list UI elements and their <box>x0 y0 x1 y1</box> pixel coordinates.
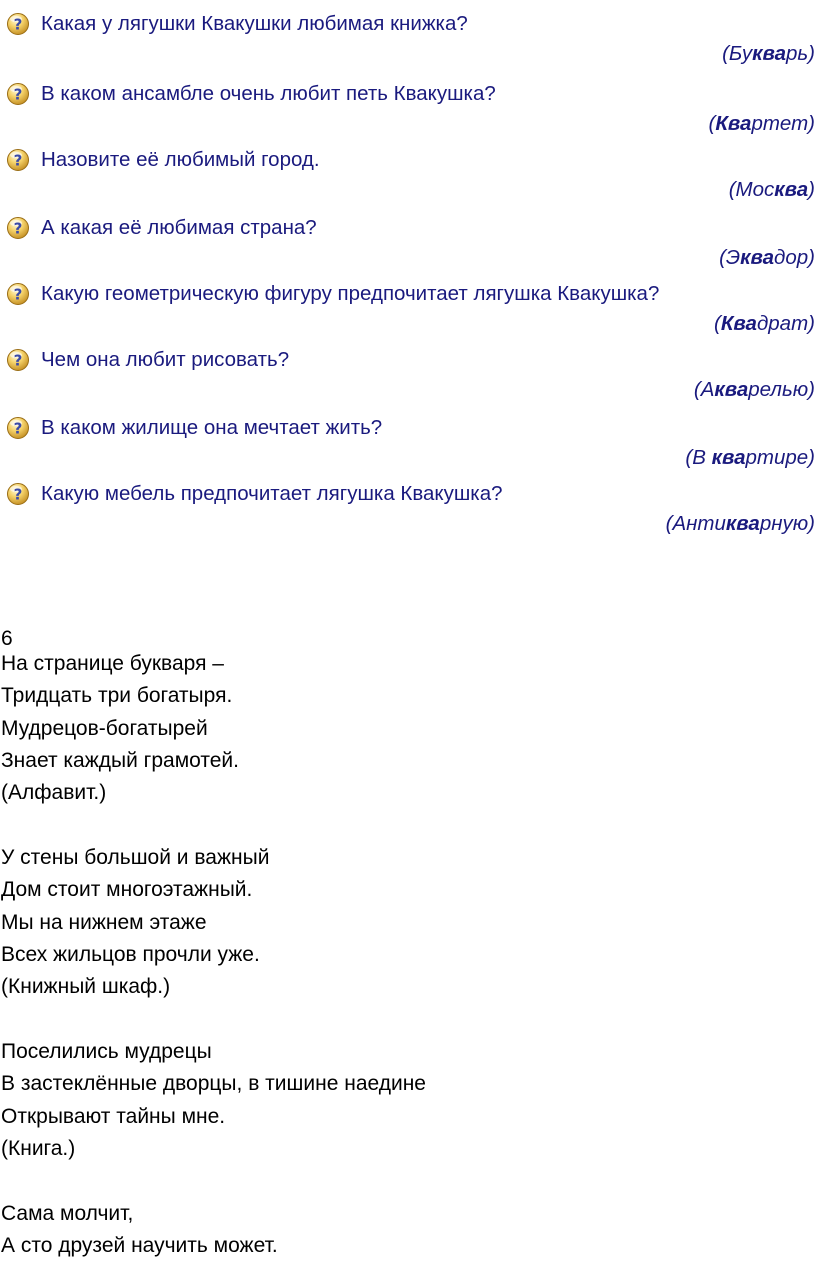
riddle-line: Всех жильцов прочли уже. <box>1 942 260 966</box>
svg-text:?: ? <box>13 85 23 104</box>
answer-text: (Антикварную) <box>665 512 815 535</box>
question-text: Какую мебель предпочитает лягушка Квакушка? <box>41 482 503 505</box>
riddle-answer: (Алфавит.) <box>1 781 107 805</box>
answer-text: (Квадрат) <box>714 312 815 335</box>
question-text: Какая у лягушки Квакушки любимая книжка? <box>41 12 468 35</box>
riddle-line: Знает каждый грамотей. <box>1 748 239 772</box>
riddle-answer: (Книжный шкаф.) <box>1 975 171 999</box>
help-question-icon <box>6 348 30 372</box>
answer-text: (Квартет) <box>708 112 815 135</box>
riddle-line: Сама молчит, <box>1 1202 134 1225</box>
help-question-icon <box>6 216 30 240</box>
quiz-item <box>0 482 816 548</box>
svg-text:?: ? <box>13 15 23 34</box>
help-question-icon <box>6 282 30 306</box>
riddle-line: Мудрецов-богатырей <box>1 716 208 740</box>
help-question-icon <box>6 148 30 172</box>
help-question-icon <box>6 12 30 36</box>
question-text: В каком жилище она мечтает жить? <box>41 416 383 439</box>
answer-text: (Акварелью) <box>693 378 815 401</box>
quiz-item <box>0 148 816 214</box>
answer-text: (Букварь) <box>722 42 815 65</box>
question-text: Назовите её любимый город. <box>41 148 320 171</box>
svg-text:?: ? <box>13 419 23 438</box>
riddle-line: Открывают тайны мне. <box>1 1104 226 1128</box>
svg-text:?: ? <box>13 351 23 370</box>
answer-text: (Москва) <box>728 178 815 201</box>
question-text: Чем она любит рисовать? <box>41 348 290 371</box>
riddle-line: На странице букваря – <box>1 652 224 675</box>
answer-text: (Эквадор) <box>719 246 815 269</box>
quiz-item <box>0 348 816 414</box>
riddle-line: Поселились мудрецы <box>1 1040 212 1063</box>
riddle-block <box>1 842 269 1003</box>
riddle-line: Тридцать три богатыря. <box>1 684 233 708</box>
quiz-item <box>0 416 816 482</box>
svg-text:?: ? <box>13 485 23 504</box>
riddle-block <box>1 648 239 809</box>
help-question-icon <box>6 416 30 440</box>
svg-text:?: ? <box>13 151 23 170</box>
svg-text:?: ? <box>13 285 23 304</box>
riddle-line: Дом стоит многоэтажный. <box>1 878 253 902</box>
riddle-line: Мы на нижнем этаже <box>1 910 207 934</box>
riddle-block <box>1 1198 278 1263</box>
help-question-icon <box>6 82 30 106</box>
riddle-line: В застеклённые дворцы, в тишине наедине <box>1 1072 426 1096</box>
help-question-icon <box>6 482 30 506</box>
quiz-item <box>0 216 816 282</box>
riddle-line: У стены большой и важный <box>1 846 270 869</box>
riddle-block <box>1 1036 426 1165</box>
question-text: А какая её любимая страна? <box>41 216 317 239</box>
quiz-item <box>0 82 816 148</box>
quiz-item <box>0 282 816 348</box>
question-text: В каком ансамбле очень любит петь Квакушка? <box>41 82 496 105</box>
page-number: 6 <box>1 627 13 650</box>
svg-text:?: ? <box>13 219 23 238</box>
answer-text: (В квартире) <box>685 446 815 469</box>
question-text: Какую геометрическую фигуру предпочитает лягушка Квакушка? <box>41 282 660 305</box>
riddle-line: А сто друзей научить может. <box>1 1234 278 1258</box>
quiz-item <box>0 12 816 78</box>
riddle-answer: (Книга.) <box>1 1136 76 1160</box>
